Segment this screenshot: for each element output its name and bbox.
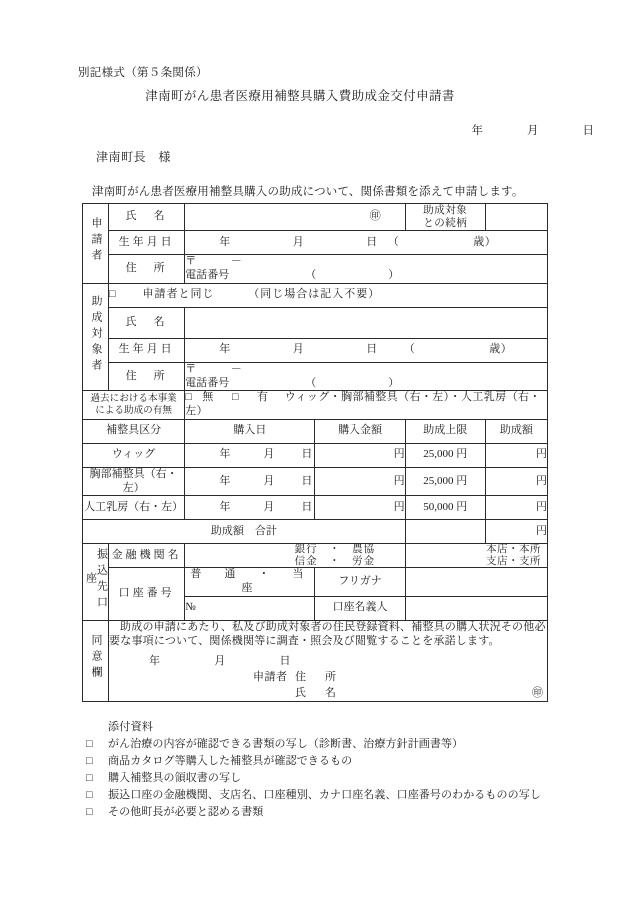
attachment-label: 商品カタログ等購入した補整具が確認できるもの	[108, 755, 353, 768]
bank-institution-row	[83, 544, 548, 568]
applicant-dob-year: 年	[219, 235, 231, 248]
consent-name-label: 氏 名	[295, 686, 341, 699]
applicant-tel-paren-close: ）	[388, 269, 400, 281]
recipient-same-note: （同じ場合は記入不要）	[248, 288, 381, 301]
relation-label-line1: 助成対象	[423, 205, 468, 216]
row-limit-wig: 25,000 円	[405, 443, 485, 467]
row-date-day: 日	[301, 474, 313, 487]
recipient-name-row	[83, 307, 548, 338]
table-row	[83, 467, 548, 496]
row-date-day: 日	[301, 500, 313, 513]
checkbox-icon-none[interactable]: □	[185, 391, 193, 404]
row-amount-wig[interactable]: 円	[315, 443, 405, 467]
attachment-label: がん治療の内容が確認できる書類の写し（診断書、治療方針計画書等）	[108, 738, 464, 750]
checkbox-icon[interactable]: □	[109, 288, 117, 301]
bank-branch-line2: 支店・支所	[486, 555, 541, 567]
recipient-name-label: 氏 名	[109, 307, 185, 338]
row-category-breast: 人工乳房（右・左）	[83, 496, 185, 520]
table-row	[83, 496, 548, 520]
recipient-same-as-applicant-option[interactable]	[109, 283, 548, 307]
checkbox-icon-yes[interactable]: □	[231, 391, 240, 404]
applicant-dob-label: 生年月日	[109, 231, 185, 255]
row-limit-chest: 25,000 円	[405, 467, 485, 496]
row-limit-breast: 50,000 円	[405, 496, 485, 520]
consent-date-month: 月	[214, 655, 226, 668]
recipient-zip-symbol: 〒	[185, 362, 198, 375]
header-subsidy-limit: 助成上限	[405, 419, 485, 443]
subsidy-history-label-line2: による助成の有無	[95, 405, 172, 416]
applicant-tel-paren-open: （	[305, 269, 317, 281]
list-item[interactable]	[86, 736, 541, 753]
applicant-name-label: 氏 名	[109, 204, 185, 231]
applicant-age-label: 歳）	[473, 235, 497, 248]
applicant-dob-input[interactable]	[185, 231, 548, 255]
applicant-dob-month: 月	[292, 235, 305, 248]
date-day-label: 日	[582, 125, 594, 137]
recipient-tel-paren-open: （	[305, 376, 317, 389]
row-subsidy-wig[interactable]: 円	[485, 443, 547, 467]
checkbox-icon[interactable]: □	[86, 789, 93, 802]
submission-date-line	[472, 122, 595, 138]
subsidy-total-row	[83, 520, 548, 544]
checkbox-icon[interactable]: □	[86, 738, 93, 750]
bank-vertical-label: 振込先口座	[83, 544, 109, 621]
applicant-zip-symbol: 〒	[185, 255, 198, 268]
applicant-zip-dash: －	[230, 255, 243, 268]
subsidy-history-yes-label: 有	[257, 391, 269, 404]
row-date-month: 月	[263, 474, 275, 487]
relation-label	[405, 204, 485, 231]
recipient-dob-year: 年	[219, 343, 231, 356]
subsidy-total-spacer	[405, 520, 485, 544]
row-date-year: 年	[219, 474, 231, 487]
row-amount-breast[interactable]: 円	[315, 496, 405, 520]
subsidy-history-none-label: 無	[202, 391, 214, 404]
bank-kinds-line1: 銀行 ・ 農協	[294, 544, 376, 556]
recipient-age-label: 歳）	[489, 343, 513, 356]
subsidy-history-label-line1: 過去における本事業	[90, 393, 177, 405]
recipient-address-label: 住 所	[109, 362, 185, 391]
applicant-vertical-label: 申請者	[83, 204, 109, 284]
subsidy-history-row	[83, 391, 548, 420]
recipient-name-input[interactable]	[185, 307, 548, 338]
row-date-month: 月	[263, 448, 275, 461]
consent-date-day: 日	[279, 655, 292, 668]
recipient-same-label: 申請者と同じ	[142, 288, 215, 301]
attachment-label: 購入補整具の領収書の写し	[108, 772, 242, 785]
consent-statement: 助成の申請にあたり、私及び助成対象者の住民登録資料、補整具の購入状況その他必要な事項について、関係機関等に調査・照会及び閲覧することを承諾します。	[109, 620, 546, 647]
addressee-label: 津南町長 様	[96, 150, 172, 164]
row-date-day: 日	[301, 448, 313, 461]
consent-address-label: 住 所	[295, 671, 341, 684]
recipient-dob-month: 月	[292, 343, 305, 356]
subsidy-history-options[interactable]	[185, 391, 548, 420]
applicant-tel-label: 電話番号	[185, 269, 230, 281]
list-item[interactable]	[86, 804, 541, 821]
checkbox-icon[interactable]: □	[86, 806, 93, 819]
subsidy-total-unit[interactable]: 円	[485, 520, 547, 544]
bank-branch-line1: 本店・本所	[486, 544, 541, 556]
application-table	[82, 203, 548, 702]
list-item[interactable]	[86, 787, 541, 804]
recipient-dob-row	[83, 338, 548, 362]
consent-name-row[interactable]	[109, 687, 547, 701]
recipient-same-row	[83, 283, 548, 307]
attachment-label: その他町長が必要と認める書類	[108, 806, 264, 819]
row-date-wig[interactable]	[185, 443, 315, 467]
applicant-address-input[interactable]	[185, 255, 548, 284]
applicant-dob-day: 日	[366, 235, 378, 248]
account-holder-input[interactable]	[405, 596, 547, 620]
consent-address-row[interactable]	[109, 671, 547, 685]
bank-institution-label: 金融機関名	[109, 544, 185, 568]
row-category-wig: ウィッグ	[83, 443, 185, 467]
consent-section	[109, 620, 548, 701]
bank-account-type-option[interactable]: 普 通 ・ 当 座	[185, 568, 315, 597]
applicant-name-row	[83, 204, 548, 231]
consent-date-year: 年	[149, 655, 161, 668]
attachments-title: 添付資料	[108, 721, 154, 733]
header-purchase-date: 購入日	[185, 419, 315, 443]
date-year-label: 年	[471, 125, 483, 137]
consent-applicant-label: 申請者	[253, 671, 288, 684]
header-category: 補整具区分	[83, 419, 185, 443]
row-subsidy-chest[interactable]: 円	[485, 467, 547, 496]
row-amount-chest[interactable]: 円	[315, 467, 405, 496]
recipient-dob-input[interactable]	[185, 338, 548, 362]
consent-row	[83, 620, 548, 701]
recipient-age-paren: （	[403, 343, 416, 356]
recipient-vertical-label: 助成対象者	[83, 283, 109, 391]
attachment-label: 振込口座の金融機関、支店名、口座種別、カナ口座名義、口座番号のわかるものの写し	[108, 789, 541, 802]
page-title: 津南町がん患者医療用補整具購入費助成金交付申請書	[145, 89, 455, 103]
row-date-breast[interactable]	[185, 496, 315, 520]
relation-label-line2: との続柄	[423, 218, 468, 230]
prosthetics-header-row	[83, 419, 548, 443]
row-date-month: 月	[263, 500, 275, 513]
applicant-age-paren: （	[387, 235, 400, 248]
recipient-tel-paren-close: ）	[388, 376, 400, 389]
row-date-year: 年	[219, 500, 231, 513]
seal-icon: ㊞	[532, 686, 543, 699]
bank-account-number-input[interactable]: №	[185, 596, 315, 620]
attachments-section	[86, 718, 541, 821]
bank-account-type-row	[83, 568, 548, 597]
relation-value-input[interactable]	[485, 204, 547, 231]
recipient-address-input[interactable]	[185, 362, 548, 391]
account-holder-label: 口座名義人	[315, 596, 405, 620]
list-item[interactable]	[86, 753, 541, 770]
lead-statement: 津南町がん患者医療用補整具購入の助成について、関係書類を添えて申請します。	[92, 186, 524, 198]
bank-institution-input[interactable]	[185, 544, 405, 568]
subsidy-history-label	[83, 391, 185, 420]
subsidy-history-items: ウィッグ・胸部補整具（右・左）・人工乳房（右・左）	[185, 391, 541, 417]
list-item[interactable]	[86, 770, 541, 787]
date-month-label: 月	[527, 125, 539, 137]
seal-icon: ㊞	[369, 210, 381, 223]
recipient-dob-day: 日	[366, 343, 378, 356]
applicant-dob-row	[83, 231, 548, 255]
subsidy-total-label: 助成額 合計	[83, 520, 406, 544]
form-id-label: 別記様式（第５条関係）	[78, 67, 208, 79]
header-purchase-amount: 購入金額	[315, 419, 405, 443]
row-category-chest: 胸部補整具（右・左）	[83, 467, 185, 496]
checkbox-icon[interactable]: □	[86, 772, 93, 785]
table-row	[83, 443, 548, 467]
furigana-input[interactable]	[405, 568, 547, 597]
row-date-year: 年	[219, 448, 231, 461]
row-subsidy-breast[interactable]: 円	[485, 496, 547, 520]
applicant-address-label: 住 所	[109, 255, 185, 284]
recipient-tel-label: 電話番号	[185, 376, 230, 389]
row-date-chest[interactable]	[185, 467, 315, 496]
consent-date-line[interactable]	[109, 655, 547, 669]
furigana-label: フリガナ	[315, 568, 405, 597]
checkbox-icon[interactable]: □	[86, 755, 93, 768]
recipient-zip-dash: －	[230, 362, 243, 375]
bank-branch-input[interactable]	[405, 544, 547, 568]
applicant-name-input[interactable]	[185, 204, 405, 231]
bank-kinds-line2: 信金 ・ 労金	[294, 555, 376, 567]
header-subsidy-amount: 助成額	[485, 419, 547, 443]
bank-account-number-label: 口座番号	[109, 568, 185, 621]
recipient-dob-label: 生年月日	[109, 338, 185, 362]
consent-vertical-label: 同意欄	[83, 620, 109, 701]
